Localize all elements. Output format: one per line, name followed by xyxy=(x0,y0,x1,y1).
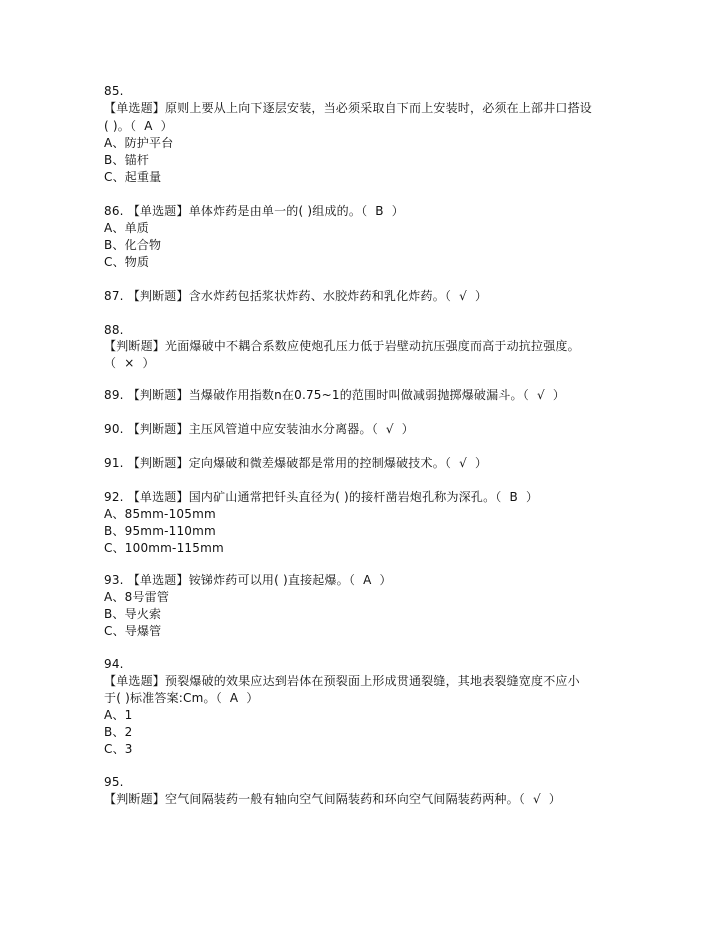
question-answer: ( )。（ A ） xyxy=(104,119,173,133)
question-number: 94. xyxy=(104,657,124,671)
option-c: C、物质 xyxy=(104,255,150,269)
question-text: 92. 【单选题】国内矿山通常把钎头直径为( )的接杆凿岩炮孔称为深孔。（ B ） xyxy=(104,490,539,504)
question-answer: （ × ） xyxy=(104,356,155,370)
question-text: 【判断题】空气间隔装药一般有轴向空气间隔装药和环向空气间隔装药两种。（ √ ） xyxy=(104,792,562,806)
question-text: 【单选题】原则上要从上向下逐层安装，当必须采取自下而上安装时，必须在上部井口搭设 xyxy=(104,101,593,115)
option-c: C、3 xyxy=(104,742,133,756)
question-answer: 于( )标准答案:Cm。（ A ） xyxy=(104,691,259,705)
question-text: 93. 【单选题】铵锑炸药可以用( )直接起爆。（ A ） xyxy=(104,573,392,587)
option-b: B、2 xyxy=(104,725,133,739)
option-a: A、防护平台 xyxy=(104,136,174,150)
question-text: 90. 【判断题】主压风管道中应安装油水分离器。（ √ ） xyxy=(104,422,415,436)
option-a: A、1 xyxy=(104,708,133,722)
question-number: 95. xyxy=(104,775,124,789)
option-c: C、起重量 xyxy=(104,170,162,184)
option-a: A、单质 xyxy=(104,221,150,235)
question-text: 91. 【判断题】定向爆破和微差爆破都是常用的控制爆破技术。（ √ ） xyxy=(104,456,488,470)
option-b: B、锚杆 xyxy=(104,153,150,167)
question-text: 87. 【判断题】含水炸药包括浆状炸药、水胶炸药和乳化炸药。（ √ ） xyxy=(104,289,488,303)
option-b: B、导火索 xyxy=(104,607,162,621)
option-c: C、导爆管 xyxy=(104,624,162,638)
option-a: A、85mm-105mm xyxy=(104,507,216,521)
question-text: 【判断题】光面爆破中不耦合系数应使炮孔压力低于岩壁动抗压强度而高于动抗拉强度。 xyxy=(104,339,580,353)
question-number: 88. xyxy=(104,323,124,337)
question-text: 89. 【判断题】当爆破作用指数n在0.75~1的范围时叫做减弱抛掷爆破漏斗。（ √ ） xyxy=(104,388,566,402)
question-number: 85. xyxy=(104,84,124,98)
option-c: C、100mm-115mm xyxy=(104,541,224,555)
question-text: 86. 【单选题】单体炸药是由单一的( )组成的。（ B ） xyxy=(104,204,404,218)
option-a: A、8号雷管 xyxy=(104,590,170,604)
option-b: B、95mm-110mm xyxy=(104,524,216,538)
option-b: B、化合物 xyxy=(104,238,162,252)
question-text: 【单选题】预裂爆破的效果应达到岩体在预裂面上形成贯通裂缝，其地表裂缝宽度不应小 xyxy=(104,674,580,688)
